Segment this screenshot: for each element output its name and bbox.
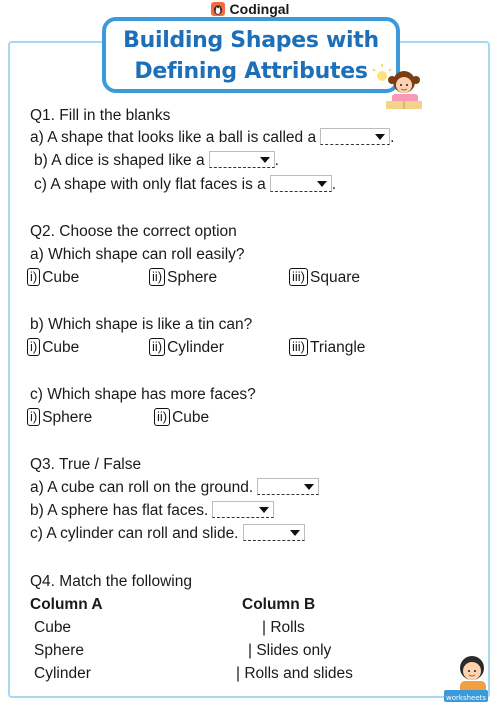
chevron-down-icon: [317, 181, 327, 187]
q2-b-option-1[interactable]: [27, 338, 79, 358]
q3-c-answer-dropdown[interactable]: [243, 524, 305, 541]
column-b-heading: Column B: [242, 596, 316, 613]
option-label: Cylinder: [167, 339, 224, 356]
watermark-text: worksheets: [446, 694, 487, 702]
q2-b-option-3[interactable]: [289, 338, 365, 358]
q1-c-text: c) A shape with only flat faces is a: [34, 176, 266, 193]
option-label: Triangle: [310, 339, 366, 356]
match-right-item: | Rolls and slides: [236, 665, 353, 682]
q2-c-option-2[interactable]: [154, 408, 209, 428]
q1-heading: Q1. Fill in the blanks: [30, 107, 171, 124]
option-number-box: ii): [149, 268, 165, 286]
q1-c: [34, 175, 336, 195]
q3-a-answer-dropdown[interactable]: [257, 478, 319, 495]
q1-b-answer-dropdown[interactable]: [209, 151, 275, 168]
q1-a-answer-dropdown[interactable]: [320, 128, 390, 145]
match-left-item: Cylinder: [34, 665, 91, 682]
q1-a-end: .: [390, 129, 395, 146]
q2-a-option-1[interactable]: [27, 268, 79, 288]
q3-a: [30, 478, 319, 498]
option-number-box: iii): [289, 338, 308, 356]
q2-b-option-2[interactable]: [149, 338, 224, 358]
option-number-box: i): [27, 268, 40, 286]
brand-name: Codingal: [229, 1, 290, 17]
q4-heading: Q4. Match the following: [30, 573, 192, 590]
match-left-item: Sphere: [34, 642, 84, 659]
boy-illustration: [440, 650, 496, 706]
q2-c-question: c) Which shape has more faces?: [30, 386, 256, 403]
q3-b-answer-dropdown[interactable]: [212, 501, 274, 518]
chevron-down-icon: [260, 157, 270, 163]
option-label: Cube: [42, 269, 80, 286]
chevron-down-icon: [259, 507, 269, 513]
q1-c-end: .: [331, 176, 337, 193]
option-label: Square: [310, 269, 360, 286]
q1-a-text: a) A shape that looks like a ball is called a: [30, 129, 317, 146]
q1-b-text: b) A dice is shaped like a: [34, 152, 205, 169]
q1-b-end: .: [274, 152, 279, 169]
column-a-heading: Column A: [30, 596, 103, 613]
q2-heading: Q2. Choose the correct option: [30, 223, 237, 240]
option-label: Sphere: [42, 409, 93, 426]
option-number-box: ii): [154, 408, 170, 426]
option-label: Cube: [172, 409, 210, 426]
title-line-2: Defining Attributes: [134, 59, 368, 84]
q3-b: [30, 501, 274, 521]
q1-c-answer-dropdown[interactable]: [270, 175, 332, 192]
option-number-box: iii): [289, 268, 308, 286]
match-left-item: Cube: [34, 619, 72, 636]
q3-c-text: c) A cylinder can roll and slide.: [30, 525, 239, 542]
q2-a-option-3[interactable]: [289, 268, 360, 288]
match-right-item: | Slides only: [248, 642, 332, 659]
match-right-item: | Rolls: [262, 619, 305, 636]
worksheet-title: [102, 17, 400, 93]
q2-a-option-2[interactable]: [149, 268, 217, 288]
q3-a-text: a) A cube can roll on the ground.: [30, 479, 254, 496]
q1-a: [30, 128, 394, 148]
q2-a-question: a) Which shape can roll easily?: [30, 246, 245, 263]
chevron-down-icon: [290, 530, 300, 536]
option-label: Sphere: [167, 269, 218, 286]
chevron-down-icon: [375, 134, 385, 140]
option-label: Cube: [42, 339, 80, 356]
option-number-box: i): [27, 338, 40, 356]
q3-c: [30, 524, 305, 544]
title-line-1: Building Shapes with: [123, 28, 379, 53]
option-number-box: i): [27, 408, 40, 426]
q3-heading: Q3. True / False: [30, 456, 142, 473]
chevron-down-icon: [304, 484, 314, 490]
q1-b: [34, 151, 279, 171]
q3-b-text: b) A sphere has flat faces.: [30, 502, 209, 519]
q2-b-question: b) Which shape is like a tin can?: [30, 316, 253, 333]
penguin-icon: [211, 2, 225, 16]
option-number-box: ii): [149, 338, 165, 356]
q2-c-option-1[interactable]: [27, 408, 92, 428]
girl-reading-illustration: [370, 64, 428, 112]
